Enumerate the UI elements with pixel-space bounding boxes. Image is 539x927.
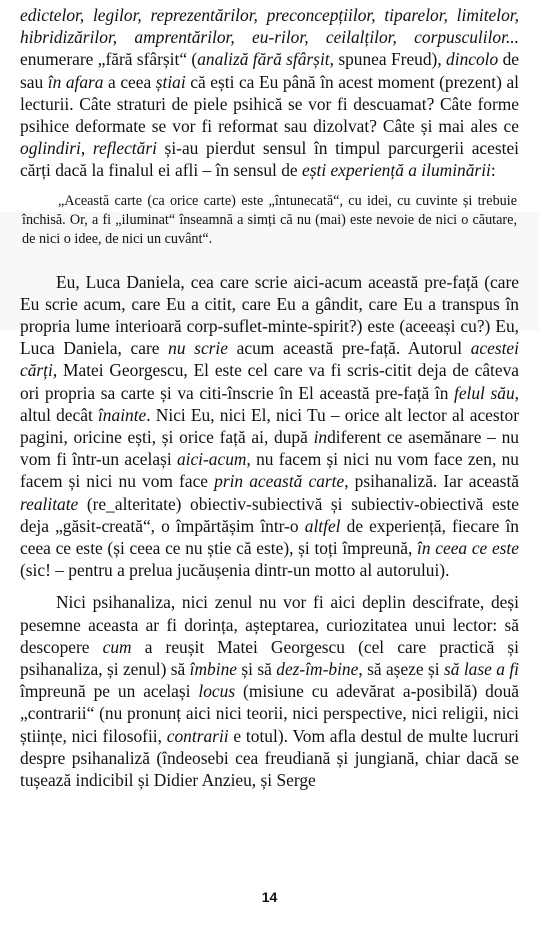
para-span: . Nici Eu, nici El, nici Tu – orice alt lector al acestor pagini, oricine ești, și orice față ai, după bbox=[20, 404, 519, 448]
intro-span: analiză fără sfârșit bbox=[197, 49, 330, 70]
para-span: diferent ce asemănare – nu vom fi într-un același bbox=[20, 427, 519, 470]
intro-span: de sau bbox=[20, 49, 519, 92]
intro-span: în afara bbox=[47, 71, 104, 92]
intro-span: : bbox=[490, 160, 496, 181]
intro-span: reflectări bbox=[92, 138, 157, 159]
para-span: înainte bbox=[97, 404, 147, 425]
para-span: și să bbox=[237, 659, 277, 680]
para-span: acum această pre-față. Autorul bbox=[227, 338, 471, 359]
para-span: de experiență, fiecare în ceea ce este (și ceea ce nu știe că este), și toți împreună, bbox=[20, 515, 519, 559]
para-span: cum bbox=[102, 636, 132, 657]
intro-span: , spunea Freud), bbox=[329, 49, 447, 70]
block-quote: „Această carte (ca orice carte) este „întunecată“, cu idei, cu cuvinte și trebuie închisă. Or, a fi „iluminat“ înseamnă a simți că nu (mai) este nevoie de nici o căutare, de nici o idee, de nici un cuvânt“. bbox=[22, 192, 517, 247]
intro-span: dincolo bbox=[446, 49, 499, 70]
para-span: dez-îm-bine bbox=[276, 659, 359, 680]
para-span: locus bbox=[198, 681, 236, 702]
para-span: acestei cărți bbox=[20, 338, 519, 381]
para-span: e totul). Vom afla destul de multe lucruri despre psihanaliză (îndeosebi cea freudiană și jungiană, chiar dacă se tușează indicibil și Didier Anzieu, și Serge bbox=[20, 725, 519, 791]
para-span: , Matei Georgescu, El este cel care va fi scris-citit deja de câteva ori propria sa carte și va citi-înscrie în El această pre-față în bbox=[20, 360, 519, 403]
para-span: îmbine bbox=[189, 659, 237, 680]
para-span: împreună pe un același bbox=[20, 681, 199, 702]
para-span: (sic! – pentru a prelua jucăușenia dintr-un motto al autorului). bbox=[20, 560, 450, 581]
para-span: , nu facem și nici nu vom face zen, nu facem și nici nu vom face bbox=[20, 449, 519, 492]
para-span: (misiune cu adevărat a-posibilă) două „contrarii“ (nu pronunț aici nici teorii, nici perspective, nici religii, nici științe, nici filosofii, bbox=[20, 681, 519, 746]
para-span: altfel bbox=[304, 515, 341, 536]
para-span: realitate bbox=[20, 493, 79, 514]
intro-span: ești experiență a iluminării bbox=[302, 160, 491, 181]
page-number: 14 bbox=[261, 889, 278, 905]
para-span: să lase a fi bbox=[443, 659, 519, 680]
intro-paragraph bbox=[20, 4, 519, 182]
intro-span: și-au pierdut sensul în timpul parcurgerii acestei cărți dacă la finalul ei afli – în sensul de bbox=[20, 138, 519, 181]
para-span: Nici psihanaliza, nici zenul nu vor fi aici deplin descifrate, deși pesemne aceasta ar fi dorința, așteptarea, curiozitatea unui lector: să descopere bbox=[20, 592, 519, 657]
intro-span: a ceea bbox=[103, 71, 156, 92]
para-span: contrarii bbox=[166, 725, 229, 746]
para-span: in bbox=[313, 427, 328, 448]
paragraph-gap bbox=[20, 581, 519, 591]
para-span: Eu, Luca Daniela, cea care scrie aici-acum această pre-față (care Eu scrie acum, care Eu a citit, care Eu a gândit, care Eu a transpus în propria lume interioară corp-suflet-minte-spirit?) este (aceeași cu?) Eu, Luca Daniela, care bbox=[20, 271, 519, 359]
para-span: , altul decât bbox=[20, 382, 519, 425]
para-span: , să așeze și bbox=[358, 659, 444, 680]
intro-span: știai bbox=[155, 71, 186, 92]
para-span: felul său bbox=[453, 382, 515, 403]
para-span: nu scrie bbox=[168, 338, 228, 359]
intro-span: oglindiri bbox=[20, 138, 81, 159]
para-span: a reușit Matei Georgescu (cel care practică și psihanaliza, și zenul) să bbox=[20, 636, 519, 680]
page-text bbox=[20, 4, 519, 791]
para-span: (re_alteritate) obiectiv-subiectivă și subiectiv-obiectivă este deja „găsit-creată“, o împărtășim într-o bbox=[20, 493, 519, 536]
para-span: aici-acum bbox=[176, 449, 247, 470]
intro-span: edictelor, legilor, reprezentărilor, preconcepțiilor, tiparelor, limitelor, hibridizărilor, amprentărilor, eu-rilor, ceilalților, corpusculilor... bbox=[20, 5, 519, 48]
body-paragraph bbox=[20, 591, 519, 791]
para-span: în ceea ce este bbox=[417, 538, 519, 559]
intro-span: , bbox=[80, 138, 93, 159]
intro-span: enumerare „fără sfârșit“ ( bbox=[20, 49, 198, 70]
para-span: prin această carte bbox=[214, 471, 345, 492]
para-span: , psihanaliză. Iar această bbox=[344, 471, 519, 492]
intro-span: că ești ca Eu până în acest moment (prezent) al lecturii. Câte straturi de piele psihică se vor fi descuamat? Câte forme psihice deformate se vor fi reformat sau dizolvat? Câte și mai ales ce bbox=[20, 71, 519, 137]
body-paragraph bbox=[20, 271, 519, 582]
